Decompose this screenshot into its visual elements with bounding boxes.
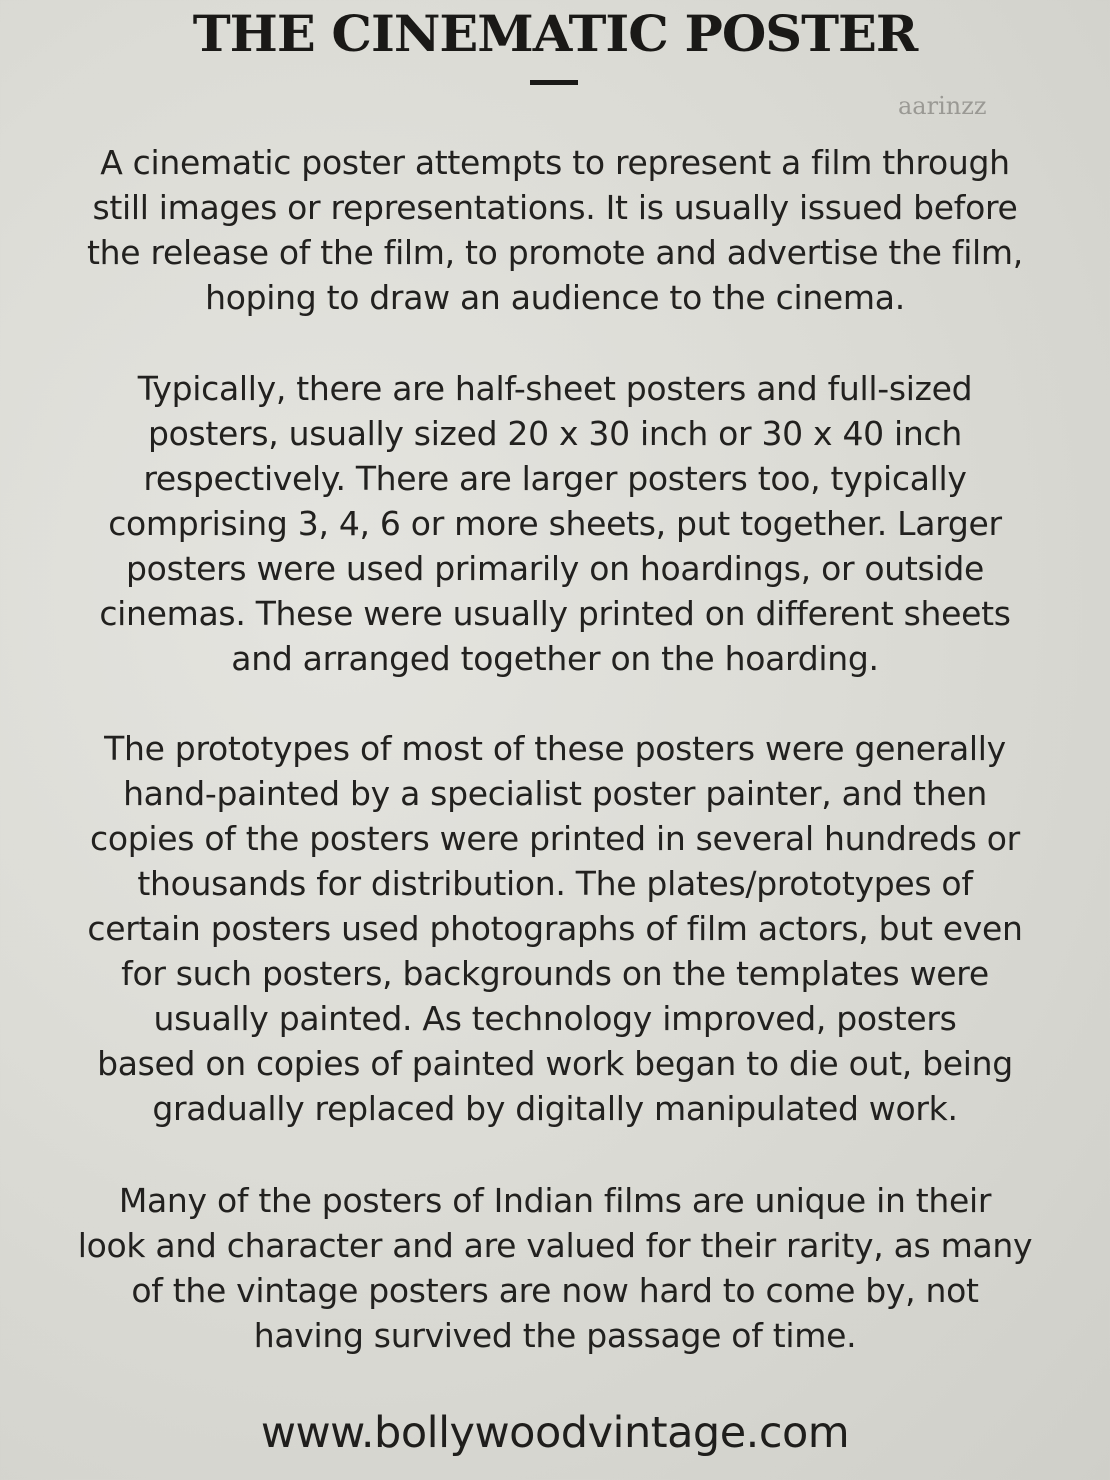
paragraph-line: of the vintage posters are now hard to come by, not [131, 1271, 979, 1310]
paragraph-line: gradually replaced by digitally manipulated work. [152, 1089, 958, 1128]
paragraph-line: having survived the passage of time. [253, 1316, 857, 1355]
paragraph-line: The prototypes of most of these posters were generally [104, 729, 1006, 768]
paragraph-line: A cinematic poster attempts to represent a film through [100, 143, 1010, 182]
paragraph-prototypes [20, 726, 1090, 1131]
title-divider [530, 80, 578, 85]
page-title: THE CINEMATIC POSTER [192, 4, 918, 63]
paragraph-line: look and character and are valued for their rarity, as many [77, 1226, 1033, 1265]
website-url: www.bollywoodvintage.com [260, 1408, 850, 1458]
paragraph-line: hoping to draw an audience to the cinema. [205, 278, 905, 317]
watermark: aarinzz [898, 92, 987, 120]
paragraph-line: comprising 3, 4, 6 or more sheets, put together. Larger [108, 504, 1002, 543]
paragraph-sizes [20, 366, 1090, 681]
paragraph-line: thousands for distribution. The plates/prototypes of [137, 864, 973, 903]
paragraph-intro [20, 140, 1090, 320]
paragraph-line: posters were used primarily on hoardings, or outside [126, 549, 984, 588]
paragraph-line: certain posters used photographs of film actors, but even [87, 909, 1023, 948]
paragraph-line: Typically, there are half-sheet posters and full-sized [137, 369, 973, 408]
paragraph-line: posters, usually sized 20 x 30 inch or 30 x 40 inch [147, 414, 963, 453]
paragraph-line: usually painted. As technology improved, posters [153, 999, 957, 1038]
paragraph-line: Many of the posters of Indian films are unique in their [118, 1181, 992, 1220]
paragraph-line: and arranged together on the hoarding. [231, 639, 879, 678]
paragraph-line: copies of the posters were printed in several hundreds or [90, 819, 1020, 858]
paragraph-line: respectively. There are larger posters too, typically [143, 459, 967, 498]
paragraph-line: still images or representations. It is usually issued before [92, 188, 1018, 227]
paragraph-line: hand-painted by a specialist poster painter, and then [123, 774, 987, 813]
paragraph-line: for such posters, backgrounds on the templates were [121, 954, 989, 993]
paragraph-line: based on copies of painted work began to die out, being [97, 1044, 1013, 1083]
paragraph-indian-films [20, 1178, 1090, 1358]
paragraph-line: cinemas. These were usually printed on different sheets [99, 594, 1011, 633]
paragraph-line: the release of the film, to promote and advertise the film, [87, 233, 1023, 272]
